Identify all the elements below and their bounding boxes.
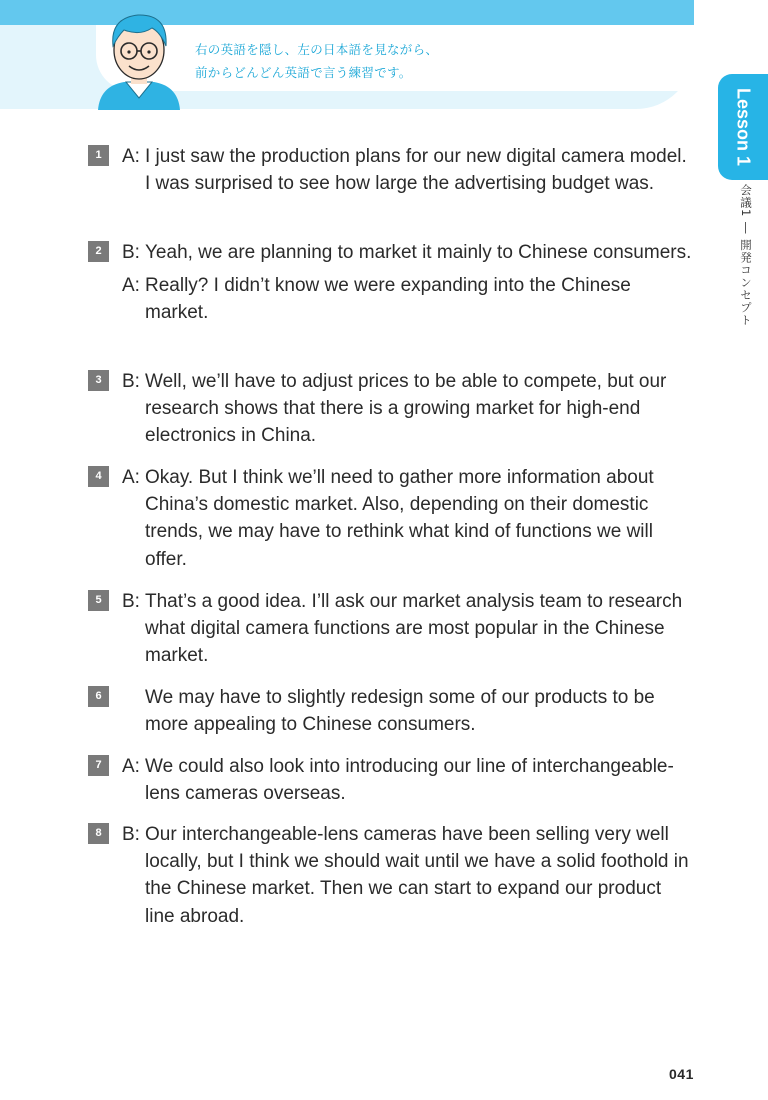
speaker-label: B:	[122, 371, 140, 392]
dialog-item	[88, 753, 694, 807]
speaker-label: B:	[122, 824, 140, 845]
dialog-line: That’s a good idea. I’ll ask our market analysis team to research what digital camera functions are most popular in the Chinese market.	[145, 591, 683, 667]
item-number-badge: 3	[88, 370, 109, 391]
item-number-badge: 7	[88, 755, 109, 776]
dialog-line: Well, we’ll have to adjust prices to be able to compete, but our research shows that there is a growing market for high-end electronics in China.	[145, 371, 667, 447]
lesson-label: Lesson 1	[733, 87, 754, 167]
speaker-label: B:	[122, 242, 140, 263]
item-number-badge: 1	[88, 145, 109, 166]
dialog-item	[88, 143, 694, 197]
teacher-avatar-icon	[96, 6, 182, 110]
item-number-badge: 8	[88, 823, 109, 844]
dialog-line: Really? I didn’t know we were expanding into the Chinese market.	[145, 275, 631, 324]
dialog-line: I just saw the production plans for our new digital camera model. I was surprised to see how large the advertising budget was.	[145, 146, 687, 195]
speaker-label	[122, 684, 145, 738]
speaker-label: A:	[122, 275, 140, 297]
dialog-item	[88, 368, 694, 450]
speaker-label: B:	[122, 591, 140, 612]
page-number: 041	[669, 1066, 694, 1082]
chapter-label: 会議1 ― 開発コンセプト	[739, 184, 753, 327]
dialog-line: Yeah, we are planning to market it mainly to Chinese consumers.	[145, 242, 692, 263]
speaker-label: A:	[122, 467, 140, 488]
speaker-label: A:	[122, 756, 140, 777]
dialog-item	[88, 239, 694, 327]
intro-instruction: 右の英語を隠し、左の日本語を見ながら、 前からどんどん英語で言う練習です。	[195, 43, 439, 80]
item-number-badge: 4	[88, 466, 109, 487]
dialog-item	[88, 464, 694, 573]
dialog-item	[88, 684, 694, 738]
dialog-item	[88, 588, 694, 670]
item-number-badge: 2	[88, 241, 109, 262]
item-number-badge: 6	[88, 686, 109, 707]
dialog-line: Okay. But I think we’ll need to gather more information about China’s domestic market. Also, depending on their domestic trends, we may have to rethink what kind of functions we will offer.	[145, 467, 654, 570]
dialog-item	[88, 821, 694, 930]
dialog-line: Our interchangeable-lens cameras have been selling very well locally, but I think we should wait until we have a solid foothold in the Chinese market. Then we can start to expand our product line abroad.	[145, 824, 689, 927]
dialog-line: We could also look into introducing our line of interchangeable-lens cameras overseas.	[145, 756, 674, 805]
item-number-badge: 5	[88, 590, 109, 611]
speaker-label: A:	[122, 146, 140, 167]
dialog-line: We may have to slightly redesign some of our products to be more appealing to Chinese consumers.	[145, 687, 655, 736]
